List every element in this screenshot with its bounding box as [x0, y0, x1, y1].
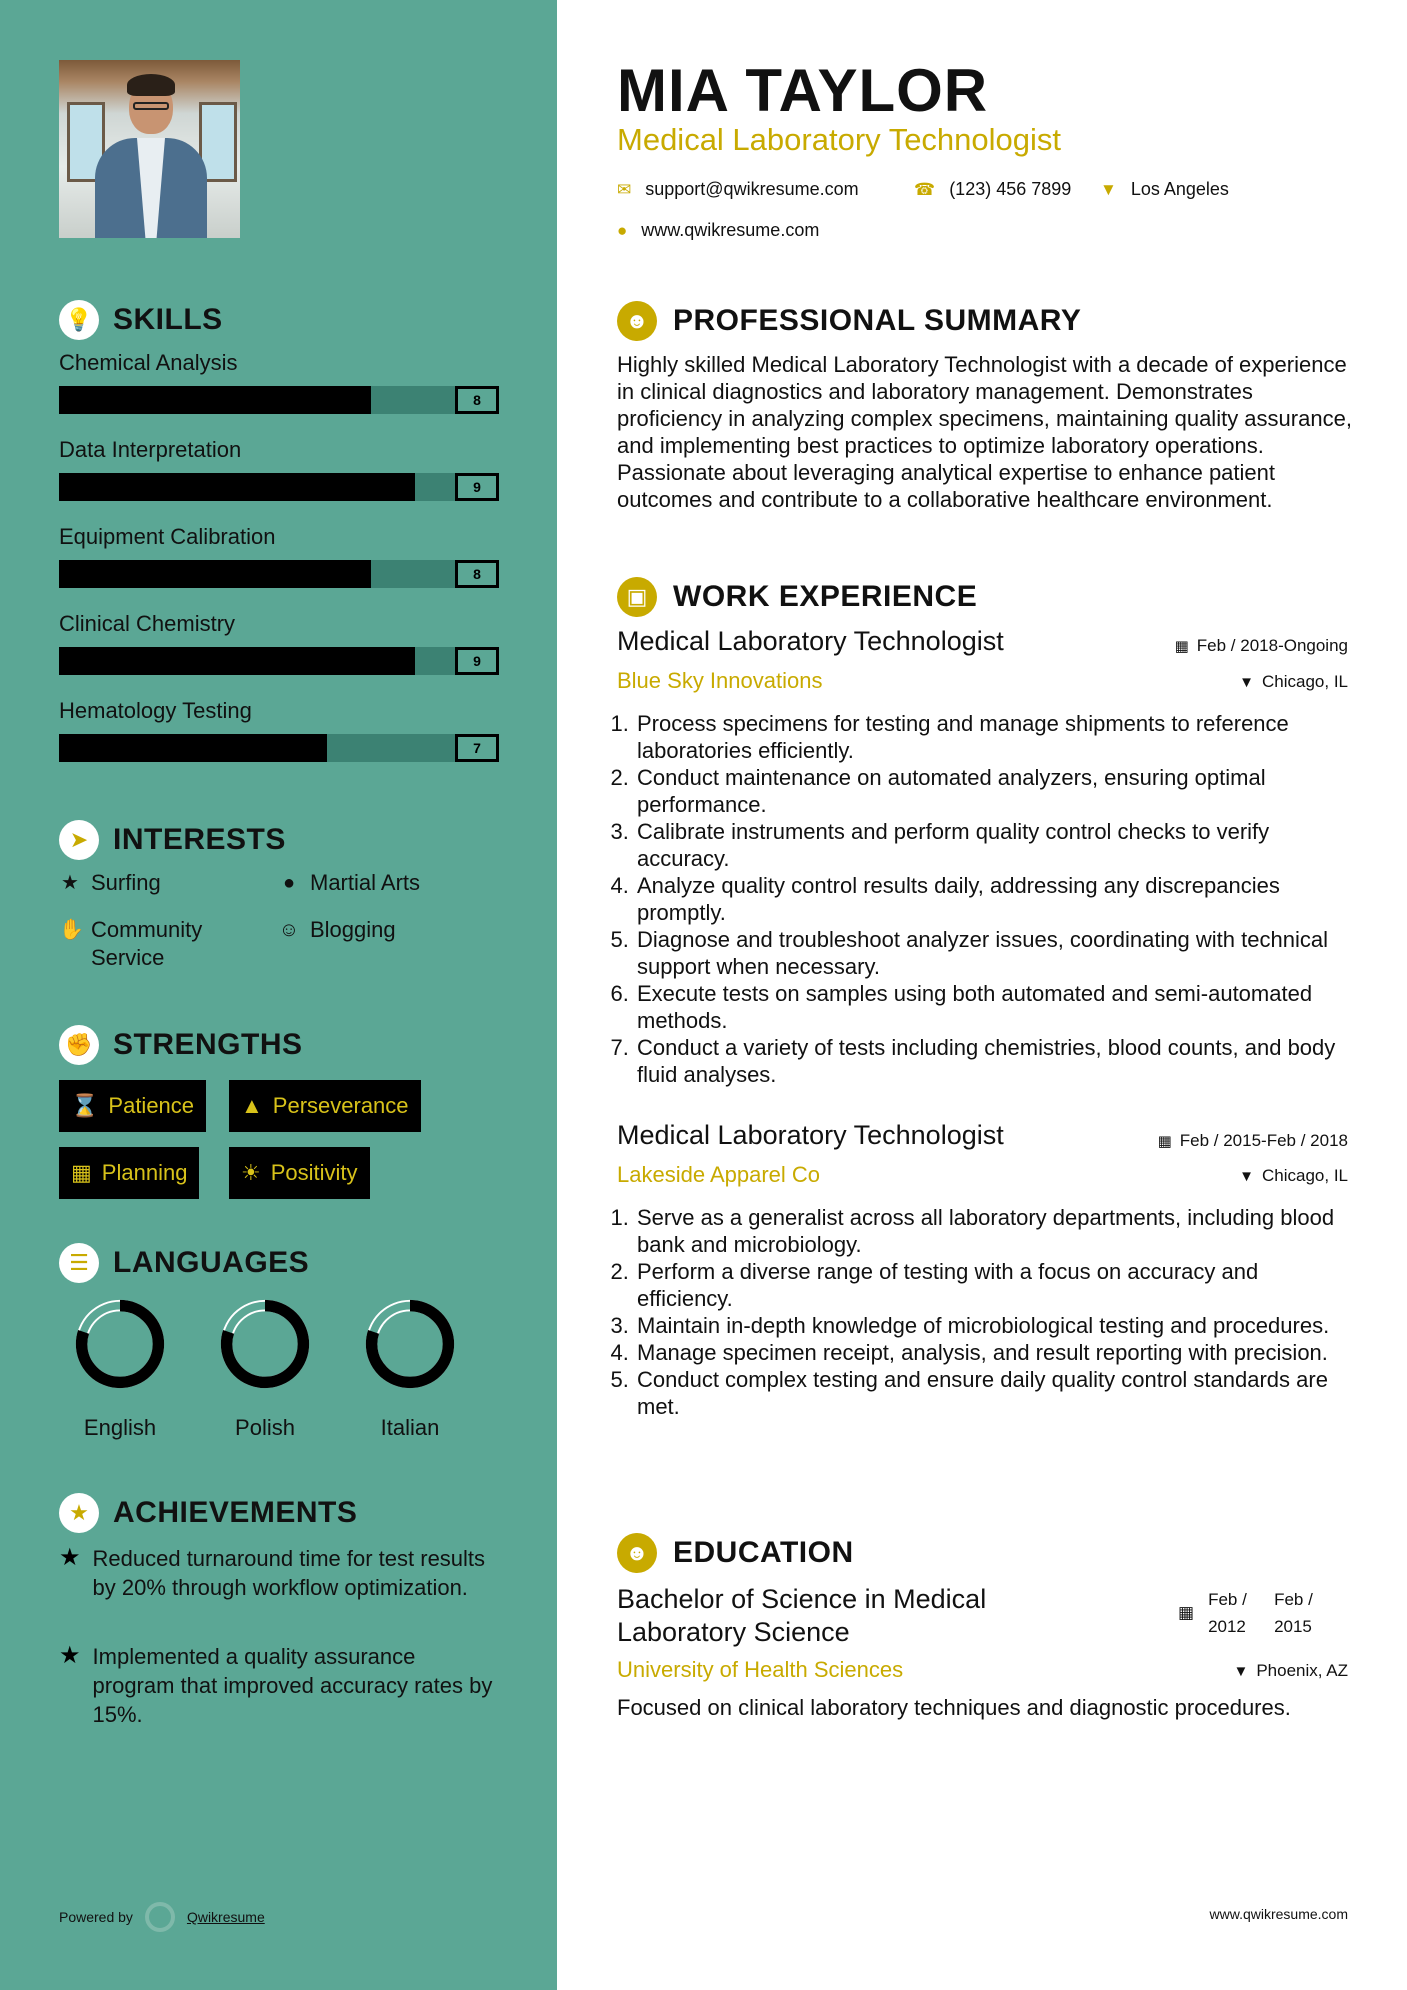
- lightbulb-icon: 💡: [59, 300, 99, 340]
- list-item: 2. Perform a diverse range of testing with a focus on accuracy and efficiency.: [635, 1258, 1349, 1312]
- skill-bar: [59, 386, 499, 414]
- fist-icon: ✊: [59, 1025, 99, 1065]
- skill-name: Data Interpretation: [59, 437, 242, 462]
- interests-title: INTERESTS: [113, 823, 286, 856]
- list-item: 6. Execute tests on samples using both automated and semi-automated methods.: [635, 980, 1349, 1034]
- edu-degree: Bachelor of Science in Medical Laboratory Science: [617, 1584, 987, 1647]
- skill-score: 9: [455, 647, 499, 675]
- strengths-title: STRENGTHS: [113, 1028, 303, 1061]
- user-icon: ☻: [617, 301, 657, 341]
- qwikresume-logo-icon: [145, 1902, 175, 1932]
- envelope-icon: ✉: [617, 179, 632, 199]
- job-location: ▼ Chicago, IL: [1239, 1166, 1348, 1185]
- achievements-title: ACHIEVEMENTS: [113, 1496, 358, 1529]
- candidate-name: MIA TAYLOR: [617, 57, 989, 124]
- candidate-role: Medical Laboratory Technologist: [617, 122, 1062, 157]
- job-dates: ▦ Feb / 2018-Ongoing: [1174, 636, 1348, 655]
- list-item: 2. Conduct maintenance on automated analyzers, ensuring optimal performance.: [635, 764, 1349, 818]
- list-item: 3. Maintain in-depth knowledge of microbiological testing and procedures.: [635, 1312, 1349, 1339]
- calendar-icon: ▦: [1174, 638, 1189, 655]
- sun-icon: ☀: [241, 1160, 261, 1185]
- job-duties: [609, 710, 1349, 1088]
- education-heading: ☻ EDUCATION: [617, 1533, 854, 1573]
- skill-bar: [59, 734, 499, 762]
- strengths-heading: [59, 1025, 303, 1065]
- language-ring: [217, 1296, 313, 1392]
- globe-icon: ●: [617, 220, 628, 240]
- language-item: English: [60, 1296, 180, 1441]
- calendar-icon: ▦: [1157, 1133, 1172, 1150]
- skill-item: [59, 437, 499, 501]
- skill-name: Clinical Chemistry: [59, 611, 236, 636]
- achievement-item: ★ Implemented a quality assurance program that improved accuracy rates by 15%.: [59, 1642, 493, 1727]
- skill-score: 7: [455, 734, 499, 762]
- job-title: Medical Laboratory Technologist: [617, 1120, 1004, 1150]
- languages-title: LANGUAGES: [113, 1246, 310, 1279]
- edu-dates: ▦ Feb / 2012 Feb / 2015: [1178, 1586, 1326, 1640]
- list-item: 7. Conduct a variety of tests including chemistries, blood counts, and body fluid analyses.: [635, 1034, 1349, 1088]
- paper-plane-icon: ➤: [59, 820, 99, 860]
- skill-bar-fill: [59, 734, 327, 762]
- skill-bar-fill: [59, 386, 371, 414]
- map-pin-icon: ▼: [1100, 179, 1117, 199]
- users-icon: ☺: [278, 919, 300, 941]
- interests-heading: [59, 820, 286, 860]
- skill-bar: [59, 473, 499, 501]
- summary-heading: ☻ PROFESSIONAL SUMMARY: [617, 301, 1081, 341]
- strength-badge: ▲ Perseverance: [229, 1080, 421, 1132]
- skill-score: 8: [455, 386, 499, 414]
- list-item: 1. Process specimens for testing and manage shipments to reference laboratories efficiently.: [635, 710, 1349, 764]
- job-title: Medical Laboratory Technologist: [617, 626, 1004, 656]
- sidebar: [0, 0, 557, 1990]
- language-item: Polish: [205, 1296, 325, 1441]
- star-icon: ★: [61, 872, 79, 894]
- language-ring: [362, 1296, 458, 1392]
- pushpin-icon: ▼: [1239, 1167, 1254, 1185]
- strength-badge: ▦ Planning: [59, 1147, 199, 1199]
- contact-email[interactable]: ✉ support@qwikresume.com: [617, 179, 859, 199]
- climber-icon: ▲: [241, 1093, 263, 1118]
- skill-item: [59, 611, 499, 675]
- list-item: 5. Diagnose and troubleshoot analyzer issues, coordinating with technical support when necessary.: [635, 926, 1349, 980]
- list-item: 5. Conduct complex testing and ensure daily quality control standards are met.: [635, 1366, 1349, 1420]
- skill-name: Hematology Testing: [59, 698, 252, 723]
- skill-bar-fill: [59, 647, 415, 675]
- strength-badge: ☀ Positivity: [229, 1147, 370, 1199]
- skill-item: [59, 524, 499, 588]
- interest-item: ● Martial Arts: [278, 869, 420, 897]
- stars-icon: ★: [59, 1642, 81, 1669]
- edu-school: University of Health Sciences: [617, 1657, 904, 1682]
- job-company: Blue Sky Innovations: [617, 668, 823, 693]
- strength-badge: ⌛ Patience: [59, 1080, 206, 1132]
- skill-item: [59, 698, 499, 762]
- languages-heading: [59, 1243, 309, 1283]
- edu-description: Focused on clinical laboratory techniques and diagnostic procedures.: [617, 1695, 1291, 1720]
- skills-heading: [59, 300, 223, 340]
- language-item: Italian: [350, 1296, 470, 1441]
- interest-item: ☺ Blogging: [278, 917, 396, 942]
- achievements-heading: [59, 1493, 357, 1533]
- skill-bar: [59, 647, 499, 675]
- graduate-icon: ☻: [617, 1533, 657, 1573]
- hand-icon: ✋: [59, 919, 84, 941]
- pushpin-icon: ▼: [1233, 1662, 1249, 1680]
- list-item: 1. Serve as a generalist across all laboratory departments, including blood bank and microbiology.: [635, 1204, 1349, 1258]
- list-item: 3. Calibrate instruments and perform quality control checks to verify accuracy.: [635, 818, 1349, 872]
- contact-location: ▼ Los Angeles: [1100, 179, 1229, 199]
- pushpin-icon: ▼: [1239, 673, 1254, 691]
- skill-name: Equipment Calibration: [59, 524, 276, 549]
- job-location: ▼ Chicago, IL: [1239, 672, 1348, 691]
- contact-phone[interactable]: ☎ (123) 456 7899: [914, 179, 1072, 199]
- language-ring: [72, 1296, 168, 1392]
- profile-photo: [59, 60, 240, 238]
- job-dates: ▦ Feb / 2015-Feb / 2018: [1157, 1131, 1348, 1150]
- job-duties: [609, 1204, 1349, 1420]
- skill-name: Chemical Analysis: [59, 350, 238, 375]
- skill-score: 8: [455, 560, 499, 588]
- language-card-icon: ☰: [59, 1243, 99, 1283]
- skill-item: [59, 350, 499, 414]
- job-company: Lakeside Apparel Co: [617, 1162, 821, 1187]
- skill-bar: [59, 560, 499, 588]
- list-item: 4. Analyze quality control results daily, addressing any discrepancies promptly.: [635, 872, 1349, 926]
- hourglass-icon: ⌛: [71, 1093, 99, 1118]
- edu-location: ▼ Phoenix, AZ: [1233, 1661, 1348, 1680]
- experience-heading: ▣ WORK EXPERIENCE: [617, 577, 977, 617]
- powered-by: Powered by Qwikresume: [59, 1902, 265, 1932]
- list-item: 4. Manage specimen receipt, analysis, and result reporting with precision.: [635, 1339, 1349, 1366]
- skills-title: SKILLS: [113, 303, 223, 336]
- interest-item: ✋ Community Service: [59, 917, 203, 970]
- calendar-icon: ▦: [1178, 1603, 1195, 1622]
- stars-icon: ★: [59, 1544, 81, 1571]
- summary-text: Highly skilled Medical Laboratory Technologist with a decade of experience in clinical diagnostics and laboratory management. Demonstrates proficiency in analyzing complex specimens, maintaining quality assurance, and implementing best practices to optimize laboratory operations. Passionate about leveraging analytical expertise to enhance patient outcomes and contribute to a collaborative healthcare environment.: [617, 352, 1352, 512]
- contact-website[interactable]: ● www.qwikresume.com: [617, 220, 820, 240]
- skill-bar-fill: [59, 560, 371, 588]
- calendar-icon: ▦: [71, 1160, 92, 1185]
- briefcase-icon: ▣: [617, 577, 657, 617]
- skill-score: 9: [455, 473, 499, 501]
- skill-bar-fill: [59, 473, 415, 501]
- brand-link[interactable]: Qwikresume: [186, 1909, 265, 1925]
- interest-item: ★ Surfing: [59, 869, 161, 897]
- trophy-star-icon: ★: [59, 1493, 99, 1533]
- footer-url[interactable]: www.qwikresume.com: [1209, 1906, 1348, 1922]
- globe-icon: ●: [282, 872, 296, 894]
- achievement-item: ★ Reduced turnaround time for test results by 20% through workflow optimization.: [59, 1544, 486, 1600]
- phone-icon: ☎: [914, 179, 936, 199]
